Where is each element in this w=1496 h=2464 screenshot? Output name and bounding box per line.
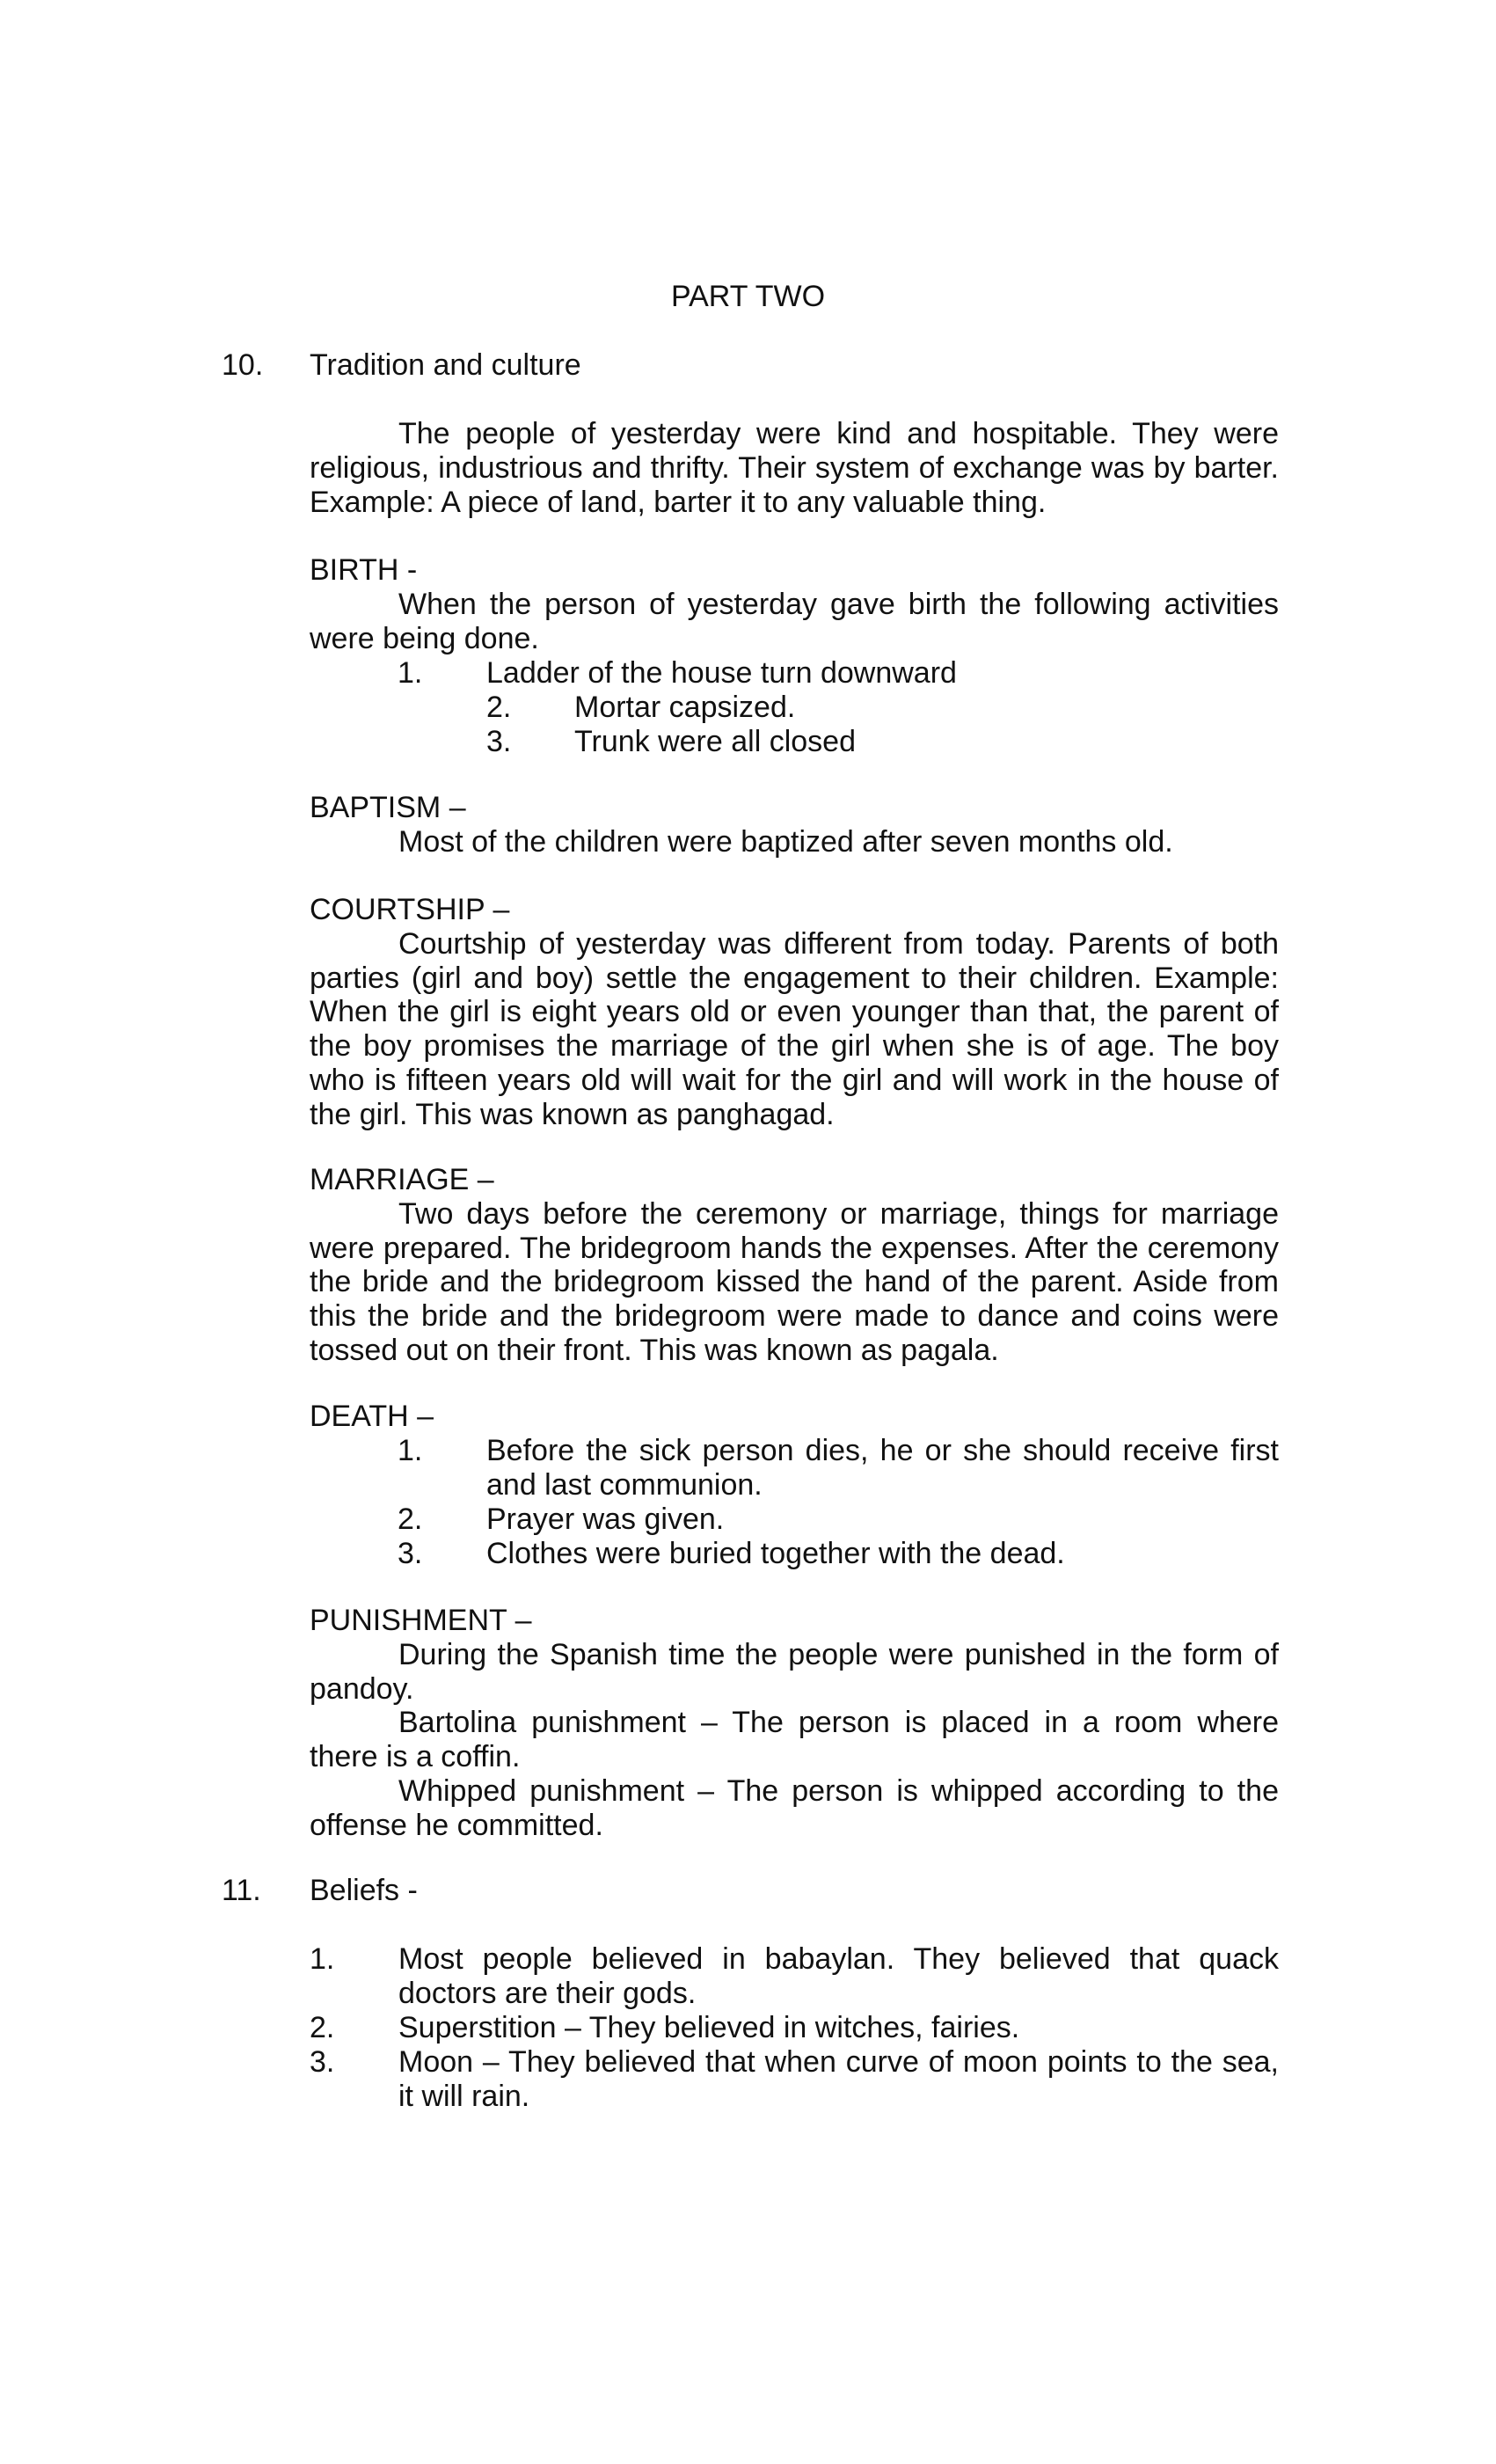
courtship-text: Courtship of yesterday was different from today. Parents of both parties (girl and boy) settle the engagement to their children. Example: When the girl is eight years old or even younger than that, the parent of the boy promises the marriage of the girl when she is of age. The boy who is fifteen years old will wait for the girl and will work in the house of the girl. This was known as panghagad. [310, 926, 1279, 1131]
death-heading: DEATH – [310, 1400, 434, 1433]
list-text: Moon – They believed that when curve of moon points to the sea, it will rain. [398, 2045, 1279, 2113]
intro-paragraph [310, 417, 1279, 519]
list-text: Ladder of the house turn downward [486, 656, 957, 690]
courtship-section [310, 893, 1279, 1132]
list-number: 3. [310, 2045, 335, 2079]
list-number: 1. [310, 1942, 335, 1976]
list-number: 1. [398, 1434, 423, 1467]
list-text: Trunk were all closed [574, 725, 856, 758]
death-section [310, 1400, 1279, 1434]
punishment-section [310, 1604, 1279, 1843]
marriage-heading: MARRIAGE – [310, 1163, 494, 1196]
marriage-section [310, 1163, 1279, 1368]
list-text: Prayer was given. [486, 1503, 725, 1536]
intro-text: The people of yesterday were kind and hospitable. They were religious, industrious and thrifty. Their system of exchange was by barter. Example: A piece of land, barter it to any valuable thing. [310, 417, 1279, 519]
courtship-heading: COURTSHIP – [310, 893, 510, 926]
marriage-text: Two days before the ceremony or marriage, things for marriage were prepared. The bridegroom hands the expenses. After the ceremony the bride and the bridegroom kissed the hand of the parent. Aside from this the bride and the bridegroom were made to dance and coins were tossed out on their front. This was known as pagala. [310, 1196, 1279, 1367]
list-text: Superstition – They believed in witches, fairies. [398, 2011, 1020, 2044]
birth-section [310, 553, 1279, 655]
section-title: Tradition and culture [310, 348, 581, 382]
list-number: 2. [398, 1503, 423, 1536]
punishment-text: Bartolina punishment – The person is placed in a room where there is a coffin. [310, 1706, 1279, 1774]
list-text: Mortar capsized. [574, 691, 796, 724]
baptism-text: Most of the children were baptized after seven months old. [398, 824, 1173, 859]
punishment-text: Whipped punishment – The person is whipped according to the offense he committed. [310, 1773, 1279, 1842]
list-number: 3. [398, 1537, 423, 1570]
birth-text: When the person of yesterday gave birth the following activities were being done. [310, 587, 1279, 655]
baptism-heading: BAPTISM – [310, 791, 466, 824]
list-number: 2. [310, 2011, 335, 2044]
section-number: 11. [222, 1874, 261, 1907]
birth-heading: BIRTH - [310, 553, 418, 587]
list-number: 2. [486, 691, 512, 724]
punishment-heading: PUNISHMENT – [310, 1604, 532, 1637]
baptism-section [310, 791, 1279, 859]
punishment-text: During the Spanish time the people were punished in the form of pandoy. [310, 1637, 1279, 1706]
list-text: Most people believed in babaylan. They believed that quack doctors are their gods. [398, 1942, 1279, 2010]
list-text: Clothes were buried together with the dead. [486, 1537, 1065, 1570]
list-number: 1. [398, 656, 423, 690]
list-number: 3. [486, 725, 512, 758]
page-title: PART TWO [670, 280, 826, 313]
list-text: Before the sick person dies, he or she should receive first and last communion. [486, 1434, 1279, 1502]
section-number: 10. [222, 348, 264, 382]
section-title: Beliefs - [310, 1874, 418, 1907]
